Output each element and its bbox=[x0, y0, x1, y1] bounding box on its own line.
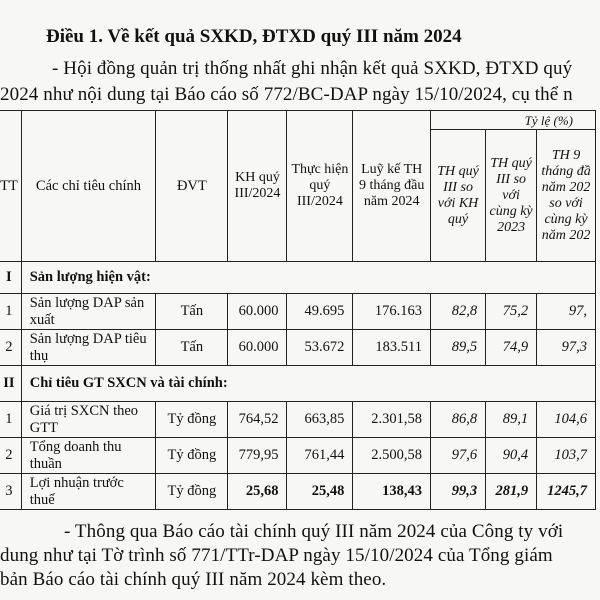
row-nine-month: 104,6 bbox=[537, 402, 596, 438]
header-actual: Thực hiện quý III/2024 bbox=[287, 111, 353, 262]
conclusion-line-2: dung như tại Tờ trình số 771/TTr-DAP ngày 15/10/2024 của Tổng giám bbox=[0, 545, 553, 566]
header-vs-same-period: TH quý III so với cùng kỳ 2023 bbox=[486, 130, 537, 262]
row-unit: Tỷ đồng bbox=[156, 474, 228, 510]
table-row bbox=[0, 474, 596, 510]
row-vs-plan: 86,8 bbox=[430, 402, 485, 438]
row-plan: 60.000 bbox=[228, 330, 287, 366]
row-vs-same: 281,9 bbox=[486, 474, 537, 510]
row-nine-month: 103,7 bbox=[537, 438, 596, 474]
intro-line-1: - Hội đồng quản trị thống nhất ghi nhận kết quả SXKD, ĐTXD quý bbox=[52, 58, 573, 79]
row-cumulative: 2.301,58 bbox=[353, 402, 431, 438]
row-cumulative: 2.500,58 bbox=[353, 438, 431, 474]
row-indicator: Tổng doanh thu thuần bbox=[21, 438, 155, 474]
results-table bbox=[0, 110, 596, 510]
header-nine-month: TH 9 tháng đầ năm 202 so với cùng kỳ năm 202 bbox=[537, 130, 596, 262]
section-row bbox=[0, 262, 596, 294]
header-ratio-group: Tỷ lệ (%) bbox=[430, 111, 595, 130]
section-title: Chỉ tiêu GT SXCN và tài chính: bbox=[21, 366, 595, 402]
row-indicator: Sản lượng DAP tiêu thụ bbox=[21, 330, 155, 366]
row-actual: 53.672 bbox=[287, 330, 353, 366]
row-nine-month: 1245,7 bbox=[537, 474, 596, 510]
section-number: II bbox=[0, 366, 21, 402]
row-vs-plan: 82,8 bbox=[430, 294, 485, 330]
row-plan: 60.000 bbox=[228, 294, 287, 330]
conclusion-line-1: - Thông qua Báo cáo tài chính quý III năm 2024 của Công ty với bbox=[64, 521, 564, 542]
row-number: 1 bbox=[0, 294, 21, 330]
row-actual: 25,48 bbox=[287, 474, 353, 510]
header-vs-plan: TH quý III so với KH quý bbox=[430, 130, 485, 262]
section-title: Sản lượng hiện vật: bbox=[21, 262, 595, 294]
row-indicator: Giá trị SXCN theo GTT bbox=[21, 402, 155, 438]
row-vs-same: 90,4 bbox=[486, 438, 537, 474]
header-cumulative: Luỹ kế TH 9 tháng đầu năm 2024 bbox=[353, 111, 431, 262]
row-plan: 25,68 bbox=[228, 474, 287, 510]
row-vs-plan: 99,3 bbox=[430, 474, 485, 510]
table-header-row-top bbox=[0, 111, 596, 130]
article-heading: Điều 1. Về kết quả SXKD, ĐTXD quý III năm 2024 bbox=[46, 26, 462, 47]
row-nine-month: 97, bbox=[537, 294, 596, 330]
row-indicator: Lợi nhuận trước thuế bbox=[21, 474, 155, 510]
row-cumulative: 176.163 bbox=[353, 294, 431, 330]
row-vs-same: 74,9 bbox=[486, 330, 537, 366]
row-actual: 761,44 bbox=[287, 438, 353, 474]
row-indicator: Sản lượng DAP sản xuất bbox=[21, 294, 155, 330]
row-vs-plan: 89,5 bbox=[430, 330, 485, 366]
header-unit: ĐVT bbox=[156, 111, 228, 262]
row-actual: 663,85 bbox=[287, 402, 353, 438]
row-vs-same: 89,1 bbox=[486, 402, 537, 438]
row-cumulative: 183.511 bbox=[353, 330, 431, 366]
header-indicator: Các chỉ tiêu chính bbox=[21, 111, 155, 262]
table-row bbox=[0, 438, 596, 474]
table-row bbox=[0, 330, 596, 366]
row-number: 3 bbox=[0, 474, 21, 510]
row-actual: 49.695 bbox=[287, 294, 353, 330]
row-plan: 779,95 bbox=[228, 438, 287, 474]
section-row bbox=[0, 366, 596, 402]
row-nine-month: 97,3 bbox=[537, 330, 596, 366]
table-row bbox=[0, 402, 596, 438]
intro-line-2: 2024 như nội dung tại Báo cáo số 772/BC-DAP ngày 15/10/2024, cụ thể n bbox=[0, 84, 573, 105]
row-number: 2 bbox=[0, 438, 21, 474]
row-unit: Tỷ đồng bbox=[156, 402, 228, 438]
header-plan: KH quý III/2024 bbox=[228, 111, 287, 262]
row-number: 2 bbox=[0, 330, 21, 366]
section-number: I bbox=[0, 262, 21, 294]
row-number: 1 bbox=[0, 402, 21, 438]
row-plan: 764,52 bbox=[228, 402, 287, 438]
table-row bbox=[0, 294, 596, 330]
row-cumulative: 138,43 bbox=[353, 474, 431, 510]
row-vs-plan: 97,6 bbox=[430, 438, 485, 474]
row-unit: Tấn bbox=[156, 330, 228, 366]
row-unit: Tỷ đồng bbox=[156, 438, 228, 474]
row-unit: Tấn bbox=[156, 294, 228, 330]
header-tt: TT bbox=[0, 111, 21, 262]
row-vs-same: 75,2 bbox=[486, 294, 537, 330]
conclusion-line-3: bản Báo cáo tài chính quý III năm 2024 kèm theo. bbox=[0, 569, 387, 590]
